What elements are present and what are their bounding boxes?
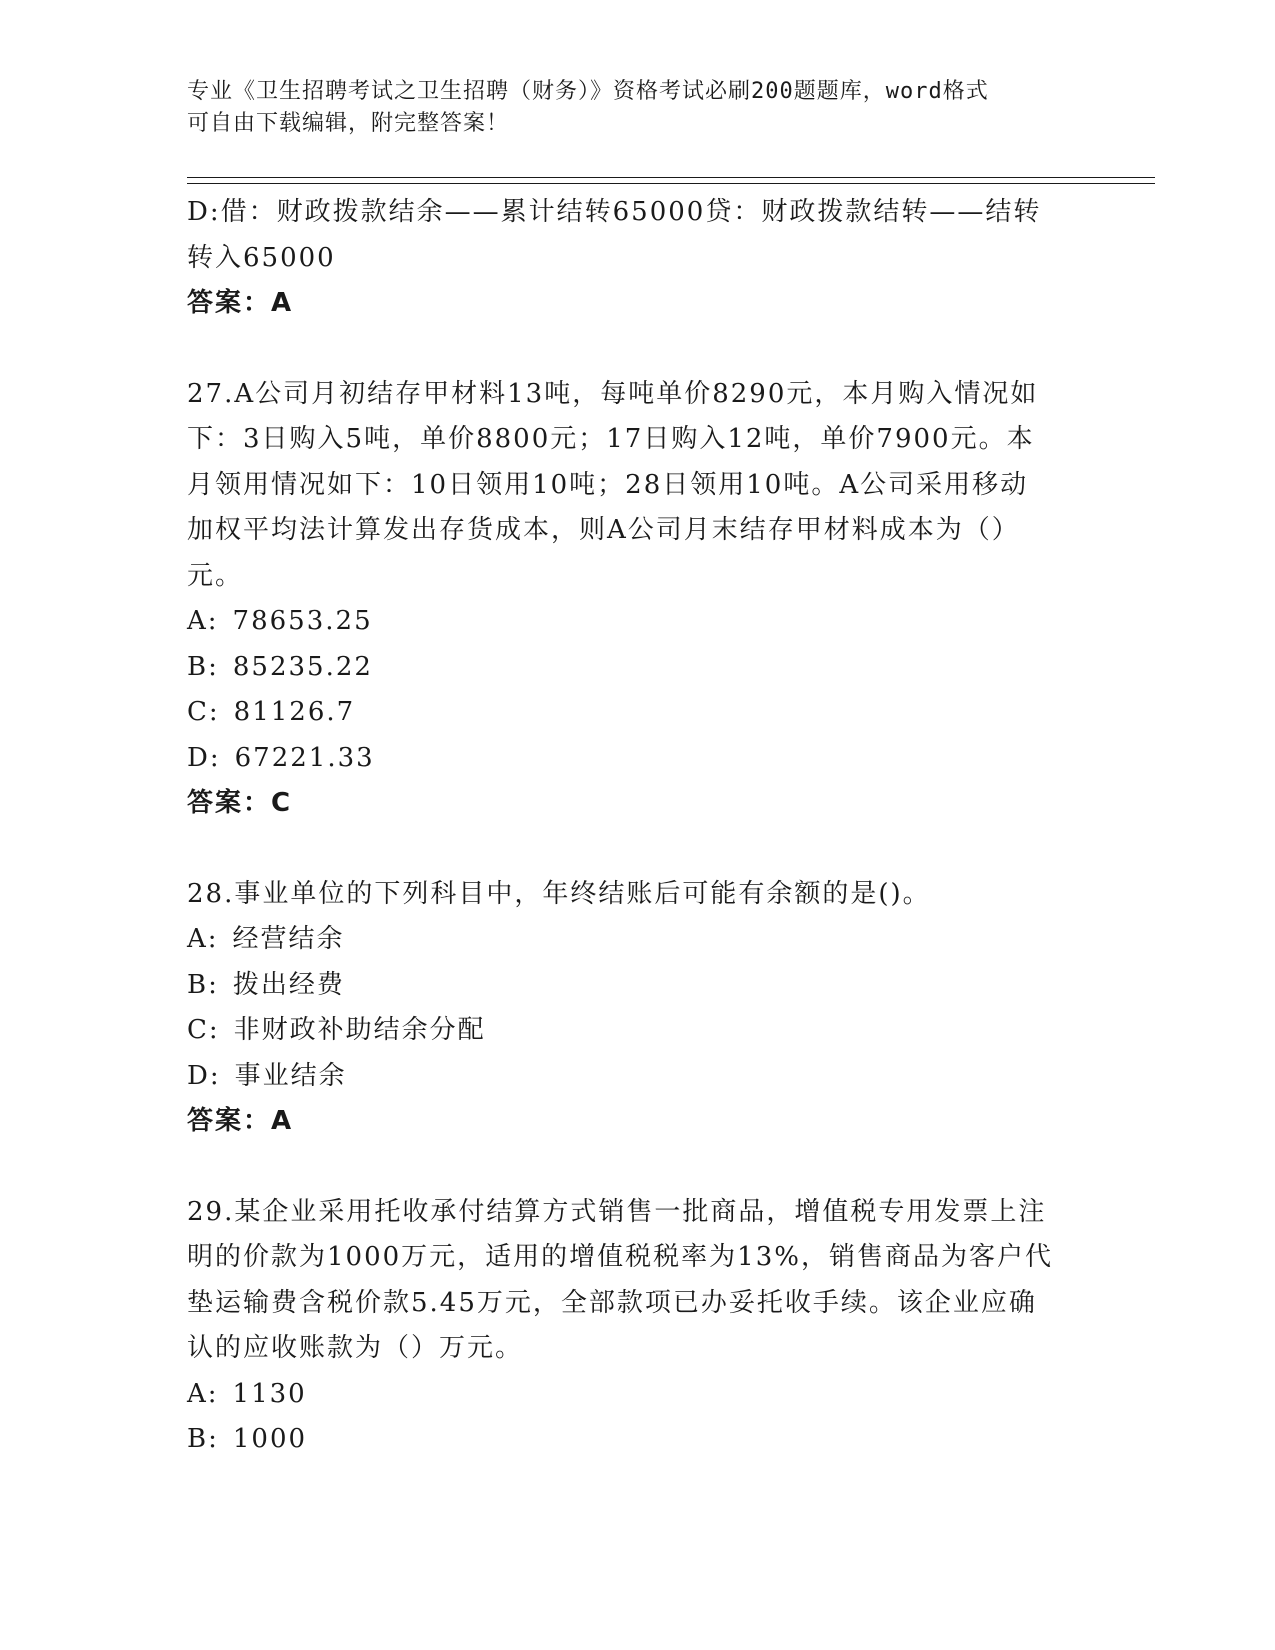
- option-label: D:: [187, 742, 221, 773]
- option-text: 1000: [232, 1424, 308, 1454]
- question-27-answer: 答案：C: [187, 788, 293, 818]
- question-29-stem-line: 垫运输费含税价款5.45万元，全部款项已办妥托收手续。该企业应确: [187, 1287, 1037, 1318]
- question-28-option-c: [187, 1008, 1067, 1054]
- option-text: 1130: [232, 1378, 307, 1409]
- spacer: [187, 1145, 1067, 1190]
- question-27-stem-line: 月领用情况如下：10日领用10吨；28日领用10吨。A公司采用移动: [187, 469, 1029, 500]
- option-text: 85235.22: [232, 651, 373, 682]
- question-27-stem-line: 下：3日购入5吨，单价8800元；17日购入12吨，单价7900元。本: [187, 424, 1035, 454]
- question-29-option-b: [187, 1417, 1067, 1463]
- header-rule-bottom: [187, 183, 1155, 184]
- question-28-option-a: [187, 917, 1067, 963]
- question-29-stem-line: 认的应收账款为（）万元。: [187, 1333, 524, 1363]
- question-29-stem-line: 29.某企业采用托收承付结算方式销售一批商品，增值税专用发票上注: [187, 1196, 1047, 1227]
- option-label: A:: [187, 1378, 219, 1409]
- question-27-option-c: [187, 690, 1067, 736]
- question-26-option-d-line-2: 转入65000: [187, 242, 336, 273]
- spacer: [187, 327, 1067, 372]
- question-content: [187, 190, 1067, 1463]
- question-29-option-a: [187, 1372, 1067, 1418]
- question-26-tail: [187, 190, 1067, 327]
- question-26-option-d-line-1: D:借：财政拨款结余——累计结转65000贷：财政拨款结转——结转: [187, 197, 1042, 227]
- option-text: 81126.7: [233, 697, 356, 727]
- header-rule-top: [187, 177, 1155, 178]
- option-label: A:: [187, 606, 219, 636]
- spacer: [187, 827, 1067, 872]
- option-label: C:: [187, 697, 220, 727]
- option-text: 事业结余: [234, 1060, 347, 1091]
- question-28-option-d: [187, 1054, 1067, 1100]
- question-28: [187, 872, 1067, 1145]
- question-27-option-a: [187, 599, 1067, 645]
- option-text: 拨出经费: [232, 969, 345, 1000]
- header-title-line-2: 可自由下载编辑，附完整答案！: [187, 111, 510, 136]
- option-label: A:: [187, 924, 219, 954]
- question-28-stem-line: 28.事业单位的下列科目中，年终结账后可能有余额的是()。: [187, 878, 931, 909]
- question-27: [187, 372, 1067, 827]
- option-text: 67221.33: [234, 742, 375, 773]
- question-27-option-d: [187, 736, 1067, 782]
- question-28-option-b: [187, 963, 1067, 1009]
- question-26-answer: 答案：A: [187, 288, 294, 318]
- question-29: [187, 1190, 1067, 1463]
- header-title-line-1: 专业《卫生招聘考试之卫生招聘（财务）》资格考试必刷200题题库，word格式: [187, 79, 989, 104]
- option-label: B:: [187, 1424, 219, 1454]
- question-29-stem-line: 明的价款为1000万元，适用的增值税税率为13%，销售商品为客户代: [187, 1242, 1053, 1272]
- question-27-stem-line: 27.A公司月初结存甲材料13吨，每吨单价8290元，本月购入情况如: [187, 378, 1039, 409]
- page-header: [187, 76, 1067, 140]
- question-27-option-b: [187, 645, 1067, 691]
- option-text: 非财政补助结余分配: [233, 1015, 486, 1045]
- question-28-answer: 答案：A: [187, 1106, 294, 1136]
- option-label: D:: [187, 1060, 221, 1091]
- option-text: 经营结余: [232, 924, 345, 954]
- option-label: B:: [187, 651, 219, 682]
- option-label: B:: [187, 969, 219, 1000]
- option-label: C:: [187, 1015, 220, 1045]
- option-text: 78653.25: [232, 606, 373, 636]
- question-27-stem-line: 加权平均法计算发出存货成本，则A公司月末结存甲材料成本为（）: [187, 515, 1020, 545]
- question-27-stem-line: 元。: [187, 560, 244, 591]
